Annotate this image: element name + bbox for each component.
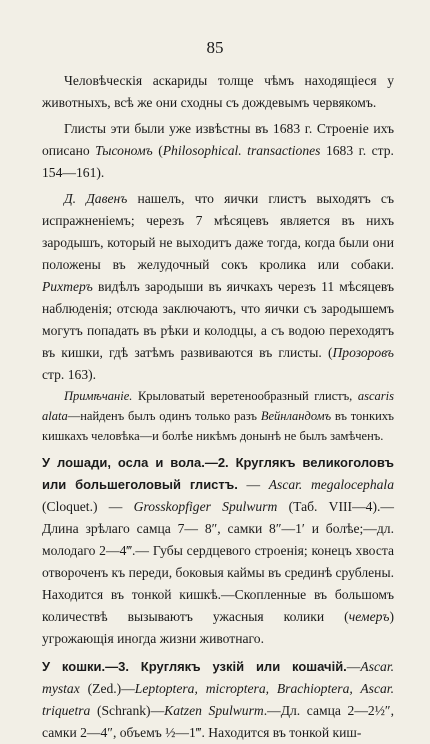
paragraph-history [42,118,394,184]
section-horse [42,452,394,650]
text-run: Крыловатый веретенообразный глистъ, [132,389,358,403]
german-name: Katzen Spulwurm [164,703,264,718]
author-name: Прозоровъ [332,345,394,360]
text-run: (Schrank)— [90,703,165,718]
page-number: 85 [206,38,224,57]
text-run: (Cloquet.) — [42,499,134,514]
text-run: — [346,659,361,674]
author-name: Вейнландомъ [260,409,332,423]
latin-name: Ascar. megalocephala [268,477,394,492]
paragraph-human-ascarids: Человѣческія аскариды толще чѣмъ находящіеся у животныхъ, всѣ же они сходны съ дождевымъ червякомъ. [42,73,394,110]
text-run: —найденъ былъ одинъ только разъ [67,409,261,423]
text-run: (Таб. VIII—4).— Длина зрѣлаго самца 7— 8″, самки 8″—1′ и болѣе;—дл. молодаго 2—4‴.— Губы сердцевого строенія; конецъ хвоста отвороченъ къ переди, боковыя каймы въ срединѣ срублены. Находится въ тонкой кишкѣ.—Скопленные въ большомъ количествѣ вызываютъ ужасныя колики ( [42,499,394,624]
section-heading: У кошки.—3. Круглякъ узкій или кошачій. [42,659,347,674]
text-run: видѣлъ зародыши въ яичкахъ черезъ 11 мѣсяцевъ наблюденія; отсюда заключаютъ, что яички съ зародышемъ могутъ попадать въ рѣки и колодцы, а съ водою переходятъ въ кишки, гдѣ затѣмъ развиваются въ глисты. ( [42,279,394,360]
text-run: (Zed.)— [79,681,135,696]
page-text [42,70,394,744]
author-name: Д. Давенъ [64,191,128,206]
section-cat [42,656,394,744]
journal-title: Philosophical. transactiones [162,143,321,158]
footnote-remark [42,386,394,446]
text-run: нашелъ, что яички глистъ выходятъ съ испражненіемъ; черезъ 7 мѣсяцевъ является въ нихъ зародышъ, который не выходитъ даже тогда, когда были они положены въ желудочный сокъ кролика или собаки. [42,191,394,272]
text-run: въ тонкихъ кишкахъ человѣка—и болѣе никѣмъ донынѣ не былъ замѣченъ. [42,409,394,443]
paragraph-davaine [42,188,394,386]
text-run: ) угрожающія иногда жизни животнаго. [42,609,394,646]
text-run: стр. 163). [42,367,97,382]
latin-name: Ascar. mystax [42,659,394,696]
text-run: ( [152,143,163,158]
text-run: — [237,477,269,492]
term: чемеръ [348,609,390,624]
section-heading: У лошади, осла и вола.—2. Круглякъ великоголовъ или большеголовый глистъ. [42,455,394,492]
text-run: .—Дл. самца 2—2½″, самки 2—4″, объемъ ½—1‴. Находится въ тонкой киш- [42,703,394,740]
author-name: Тысономъ [95,143,153,158]
remark-label: Примѣчаніе. [64,389,133,403]
text-run: Глисты эти были уже извѣстны въ 1683 г. Строеніе ихъ описано [42,121,394,158]
german-name: Grosskopfiger Spulwurm [133,499,278,514]
text-run: 1683 г. стр. 154—161). [42,143,394,180]
author-name: Рихтеръ [42,279,93,294]
latin-name: ascaris alata [42,389,394,423]
latin-name: Leptoptera, microptera, Brachioptera, Ascar. triquetra [42,681,394,718]
